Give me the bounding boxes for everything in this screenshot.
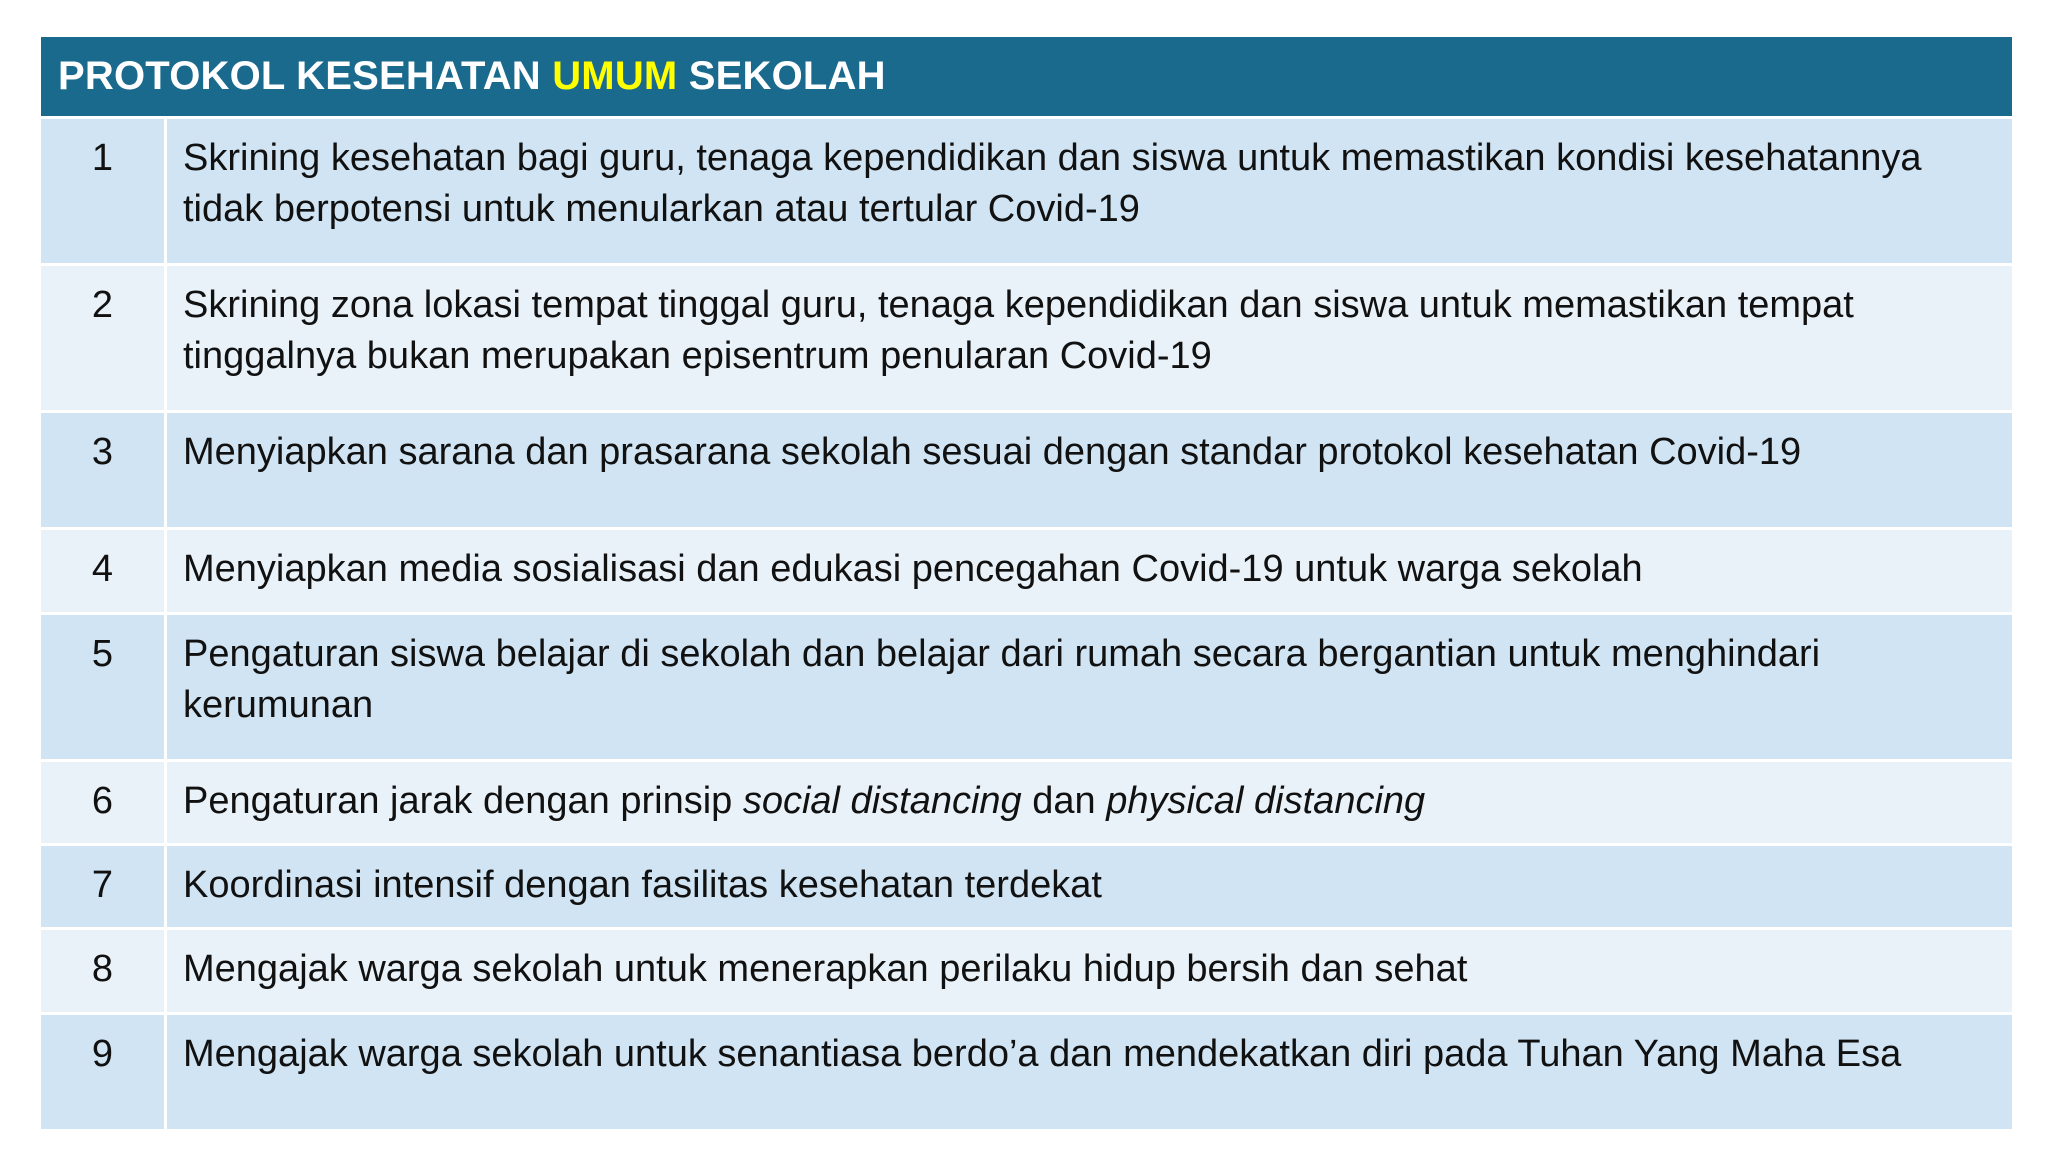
row-text: Koordinasi intensif dengan fasilitas kesehatan terdekat	[183, 864, 1102, 906]
table-row	[41, 119, 2012, 266]
row-text: Mengajak warga sekolah untuk senantiasa berdo’a dan mendekatkan diri pada Tuhan Yang Maha Esa	[183, 1033, 1902, 1075]
header-title-part2: SEKOLAH	[677, 54, 886, 98]
table-row	[41, 615, 2012, 762]
row-text: Skrining kesehatan bagi guru, tenaga kependidikan dan siswa untuk memastikan kondisi kesehatannya tidak berpotensi untuk menularkan atau tertular Covid-19	[183, 137, 1922, 230]
row-text-italic: social distancing	[742, 780, 1022, 822]
header-title-highlight: UMUM	[552, 54, 678, 98]
row-number: 9	[41, 1015, 167, 1129]
row-number: 1	[41, 119, 167, 263]
row-number: 7	[41, 846, 167, 927]
row-number: 8	[41, 930, 167, 1012]
row-number: 6	[41, 762, 167, 843]
row-text-part: dan	[1021, 780, 1107, 822]
row-number: 3	[41, 413, 167, 527]
table-row	[41, 1015, 2012, 1132]
table-row	[41, 930, 2012, 1015]
row-text: Mengajak warga sekolah untuk menerapkan perilaku hidup bersih dan sehat	[183, 948, 1468, 990]
table-header	[41, 37, 2012, 119]
row-number: 2	[41, 266, 167, 410]
row-text: Menyiapkan sarana dan prasarana sekolah sesuai dengan standar protokol kesehatan Covid-19	[183, 431, 1802, 473]
protocol-table	[41, 37, 2012, 1132]
table-row	[41, 413, 2012, 530]
row-text-italic: physical distancing	[1106, 780, 1426, 822]
row-number: 5	[41, 615, 167, 759]
row-text: Menyiapkan media sosialisasi dan edukasi pencegahan Covid-19 untuk warga sekolah	[183, 548, 1643, 590]
row-text-part: Pengaturan jarak dengan prinsip	[183, 780, 743, 822]
row-text: Skrining zona lokasi tempat tinggal guru, tenaga kependidikan dan siswa untuk memastikan tempat tinggalnya bukan merupakan episentrum penularan Covid-19	[183, 284, 1854, 377]
table-row	[41, 266, 2012, 413]
row-text: Pengaturan siswa belajar di sekolah dan belajar dari rumah secara bergantian untuk menghindari kerumunan	[183, 633, 1821, 726]
table-row	[41, 846, 2012, 930]
header-title-part1: PROTOKOL KESEHATAN	[58, 54, 553, 98]
row-text	[167, 762, 2012, 843]
table-row	[41, 530, 2012, 615]
row-number: 4	[41, 530, 167, 612]
table-row	[41, 762, 2012, 846]
